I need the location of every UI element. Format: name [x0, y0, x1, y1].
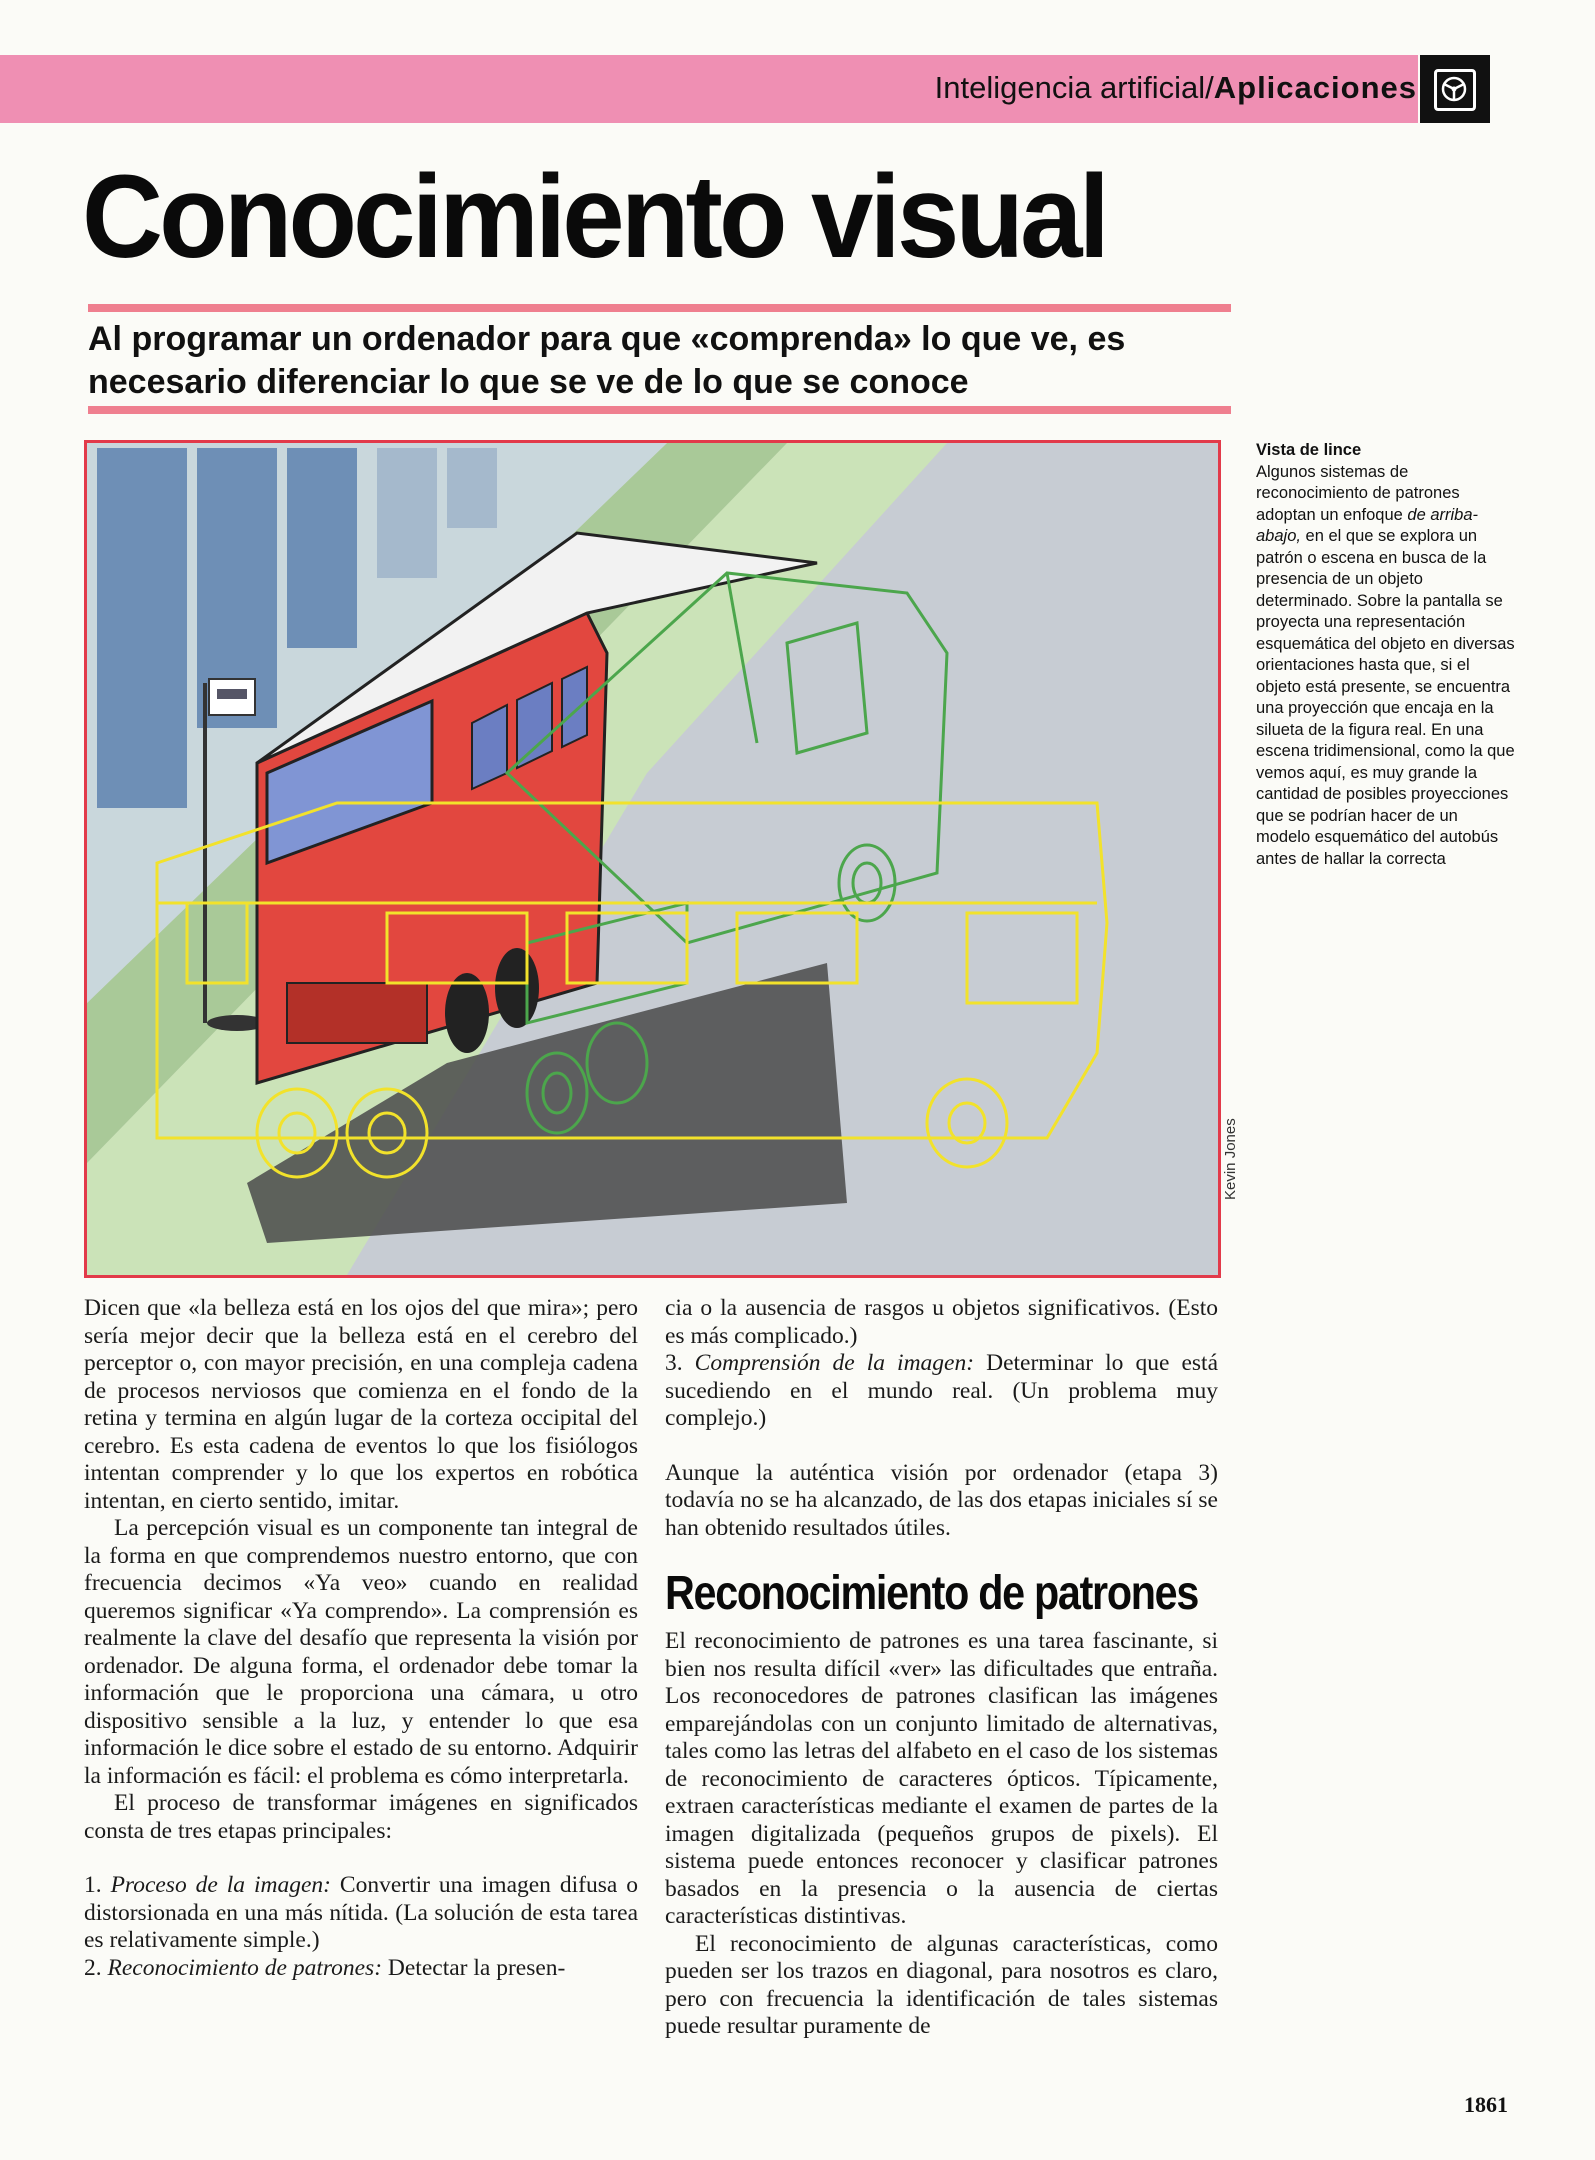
bus-illustration [84, 440, 1221, 1278]
page-number: 1861 [1464, 2092, 1508, 2117]
caption-text-before: Algunos sistemas de reconocimiento de patrones adoptan un enfoque [1256, 462, 1460, 524]
paragraph: La percepción visual es un componente tan integral de la forma en que comprendemos nuestro entorno, que con frecuencia decimos «Ya veo» cuando en realidad queremos significar «Ya comprendo». La comprensión es realmente la clave del desafío que representa la visión por ordenador. De alguna forma, el ordenador debe tomar la información que le proporciona una cámara, u otro dispositivo sensible a la luz, y entender lo que esa información le dice sobre el estado de su entorno. Adquirir la información es fácil: el problema es cómo interpretarla. [84, 1515, 638, 1789]
list-item: 1. Proceso de la imagen: Convertir una imagen difusa o distorsionada en una más nítida. (La solución de esta tarea es relativamente simple.) [84, 1872, 638, 1953]
header-subsection: Aplicaciones [1213, 70, 1417, 105]
subtitle: Al programar un ordenador para que «comprenda» lo que ve, es necesario diferenciar lo que se ve de lo que se conoce [88, 320, 1126, 401]
figure-caption [1256, 440, 1516, 870]
bus-illustration-svg [87, 443, 1218, 1275]
page-title: Conocimiento visual [82, 151, 1107, 283]
running-header [935, 70, 1417, 106]
caption-text-emphasis: de arriba-abajo, [1256, 505, 1479, 545]
body-column-left [84, 1295, 638, 1982]
subtitle-rule-bottom [88, 406, 1231, 414]
photo-credit: Kevin Jones [1222, 1118, 1239, 1200]
caption-title: Vista de lince [1256, 441, 1362, 459]
paragraph: El reconocimiento de algunas características, como pueden ser los trazos en diagonal, para nosotros es claro, pero con frecuencia la identificación de tales sistemas puede resultar puramente de [665, 1930, 1218, 2039]
steering-wheel-icon [1420, 55, 1490, 123]
paragraph: El reconocimiento de patrones es una tarea fascinante, si bien nos resulta difícil «ver» las dificultades que entraña. Los reconocedores de patrones clasifican las imágenes emparejándolas con un conjunto limitado de alternativas, tales como las letras del alfabeto en el caso de los sistemas de reconocimiento de caracteres ópticos. Típicamente, extraen características mediante el examen de partes de la imagen digitalizada (pequeños grupos de pixels). El sistema puede entonces reconocer y clasificar patrones basados en la presencia o la ausencia de ciertas características distintivas. [665, 1628, 1218, 1929]
paragraph: Aunque la auténtica visión por ordenador (etapa 3) todavía no se ha alcanzado, de las dos etapas iniciales sí se han obtenido resultados útiles. [665, 1459, 1218, 1541]
header-section: Inteligencia artificial/ [934, 70, 1214, 105]
title-rule-top [88, 304, 1231, 312]
body-column-right-section [665, 1628, 1218, 2041]
paragraph: El proceso de transformar imágenes en significados consta de tres etapas principales: [84, 1790, 638, 1844]
body-column-right [665, 1295, 1218, 1542]
caption-text-after: en el que se explora un patrón o escena en busca de la presencia de un objeto determinado. Sobre la pantalla se proyecta una representación esquemática del objeto en diversas orientaciones hasta que, si el objeto está presente, se encuentra una proyección que encaja en la silueta de la figura real. En una escena tridimensional, como la que vemos aquí, es muy grande la cantidad de posibles proyecciones que se podrían hacer de un modelo esquemático del autobús antes de hallar la correcta [1256, 527, 1515, 868]
paragraph: Dicen que «la belleza está en los ojos del que mira»; pero sería mejor decir que la belleza está en el cerebro del perceptor o, con mayor precisión, en una compleja cadena de procesos nerviosos que comienza en el fondo de la retina y termina en algún lugar de la corteza occipital del cerebro. Es esta cadena de eventos lo que los fisiólogos intentan comprender y lo que los expertos en robótica intentan, en cierto sentido, imitar. [84, 1295, 638, 1514]
list-item: 3. Comprensión de la imagen: Determinar lo que está sucediendo en el mundo real. (Un problema muy complejo.) [665, 1350, 1218, 1431]
list-item: 2. Reconocimiento de patrones: Detectar la presen- [84, 1954, 566, 1981]
paragraph: cia o la ausencia de rasgos u objetos significativos. (Esto es más complicado.) [665, 1295, 1218, 1349]
section-heading: Reconocimiento de patrones [665, 1567, 1199, 1620]
